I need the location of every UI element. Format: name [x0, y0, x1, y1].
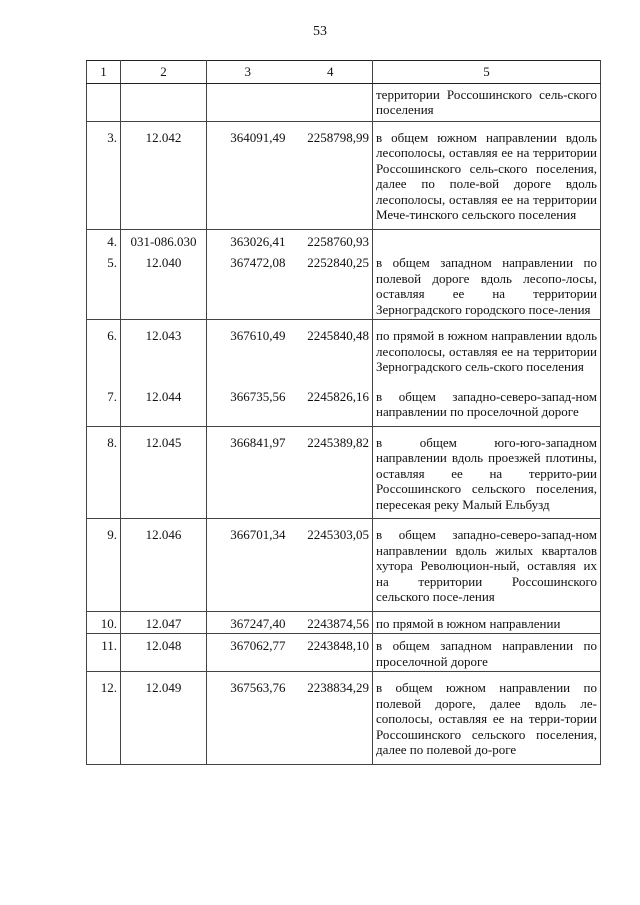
direction-description: в общем южном направлении по полевой дороге, далее вдоль ле-сополосы, оставляя ее на терри-тории Россошинского сельского поселения, далее по полевой до-роге: [373, 672, 601, 765]
table-row: [87, 381, 601, 427]
point-code: [121, 83, 207, 121]
row-number: 12.: [87, 672, 121, 765]
direction-description: по прямой в южном направлении вдоль лесополосы, оставляя ее на территории Зерноградского сель-ского поселения: [373, 320, 601, 381]
table-row: [87, 229, 601, 251]
coord-x: 367247,40: [207, 611, 289, 634]
row-number: 9.: [87, 519, 121, 612]
point-code: 12.042: [121, 121, 207, 229]
coord-y: 2245840,48: [289, 320, 373, 381]
row-number: 10.: [87, 611, 121, 634]
coord-x: 366735,56: [230, 388, 286, 404]
direction-description: в общем южном направлении вдоль лесополосы, оставляя ее на территории Россошинского сель-ского поселения, далее по поле-вой дороге вдоль лесополосы, оставляя ее на территории Мече-тинского сельского поселения: [373, 121, 601, 229]
table-row: [87, 634, 601, 672]
table-row: [87, 121, 601, 229]
table-row: [87, 519, 601, 612]
coord-y: 2245389,82: [289, 426, 373, 519]
coord-x: 364091,49: [207, 121, 289, 229]
coord-x: 366841,97: [207, 426, 289, 519]
table-row: [87, 83, 601, 121]
point-code: 12.043: [121, 320, 207, 381]
coord-x: 367610,49: [207, 320, 289, 381]
row-number: [87, 83, 121, 121]
direction-description: по прямой в южном направлении: [373, 611, 601, 634]
row-number: 7.: [87, 381, 121, 427]
coord-y: 2258760,93: [289, 229, 373, 251]
direction-description: в общем западном направлении по полевой дороге вдоль лесопо-лосы, оставляя ее на территории Зерноградского городского посе-ления: [373, 251, 601, 320]
coord-y: 2238834,29: [289, 672, 373, 765]
table-row: [87, 320, 601, 381]
table-header-row: [87, 61, 601, 84]
direction-description: в общем западно-северо-запад-ном направлении по проселочной дороге: [373, 381, 601, 427]
boundary-description-table: [86, 60, 601, 765]
point-code: 12.045: [121, 426, 207, 519]
coord-x: 367563,76: [207, 672, 289, 765]
point-code: 12.049: [121, 672, 207, 765]
point-code: 031-086.030: [121, 229, 207, 251]
header-col-3: 3: [207, 61, 289, 84]
row-number: 3.: [87, 121, 121, 229]
page-number: 53: [313, 24, 327, 39]
row-number: 5.: [87, 251, 121, 320]
coord-x: 367062,77: [207, 634, 289, 672]
row-number: 6.: [87, 320, 121, 381]
coord-y: 2243848,10: [289, 634, 373, 672]
table-row: [87, 672, 601, 765]
header-col-1: 1: [87, 61, 121, 84]
coord-x: [207, 83, 289, 121]
coord-y: 2258798,99: [289, 121, 373, 229]
table-row: [87, 611, 601, 634]
coord-y: 2245826,16: [289, 381, 373, 427]
row-number: 11.: [87, 634, 121, 672]
direction-description: в общем западно-северо-запад-ном направлении вдоль жилых кварталов хутора Революцион-ный, оставляя их на территории Россошинского сельского посе-ления: [373, 519, 601, 612]
header-col-5: 5: [373, 61, 601, 84]
coord-y: 2245303,05: [289, 519, 373, 612]
point-code: 12.040: [121, 251, 207, 320]
row-number: 4.: [87, 229, 121, 251]
direction-description: территории Россошинского сель-ского поселения: [373, 83, 601, 121]
coord-x: 363026,41: [207, 229, 289, 251]
coord-x: 367472,08: [230, 255, 286, 270]
row-number: 8.: [87, 426, 121, 519]
direction-description: в общем западном направлении по проселочной дороге: [373, 634, 601, 672]
direction-description: в общем юго-юго-западном направлении вдоль проезжей плотины, оставляя ее на террито-рии Россошинского сельского поселения, пересекая реку Малый Ельбузд: [373, 426, 601, 519]
point-code: 12.046: [121, 519, 207, 612]
point-code: 12.047: [121, 611, 207, 634]
direction-description: [373, 229, 601, 251]
header-col-2: 2: [121, 61, 207, 84]
point-code: 12.044: [121, 381, 207, 427]
table-row: [87, 426, 601, 519]
coord-y: 2243874,56: [289, 611, 373, 634]
coord-y: [289, 83, 373, 121]
coord-x: 366701,34: [207, 519, 289, 612]
point-code: 12.048: [121, 634, 207, 672]
header-col-4: 4: [289, 61, 373, 84]
coord-y: 2252840,25: [289, 251, 373, 320]
table-row: [87, 251, 601, 320]
